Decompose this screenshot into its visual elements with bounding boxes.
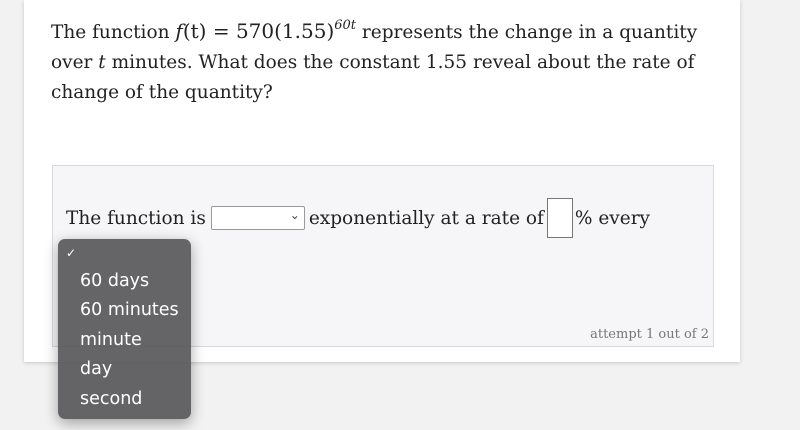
function-expression [175, 19, 356, 43]
dropdown-option-minute[interactable]: minute [80, 330, 142, 350]
question-rest: minutes. What does the constant 1.55 reveal about the rate of change of the quantity? [51, 52, 695, 103]
function-body: = 570(1.55) [206, 19, 335, 43]
answer-trail-text: % every [574, 207, 650, 229]
question-text [51, 16, 723, 108]
attempt-counter: attempt 1 out of 2 [590, 327, 709, 342]
growth-decay-select[interactable] [211, 206, 305, 230]
checkmark-icon: ✓ [66, 246, 77, 260]
answer-middle-text: exponentially at a rate of [308, 207, 544, 229]
chevron-down-icon: ⌄ [289, 208, 300, 222]
question-prefix: The function [51, 22, 176, 43]
dropdown-option-60-minutes[interactable]: 60 minutes [80, 300, 179, 320]
dropdown-option-second[interactable]: second [80, 389, 143, 409]
dropdown-option-60-days[interactable]: 60 days [80, 271, 150, 291]
answer-lead-text: The function is [66, 207, 206, 229]
question-suffix: represents the change in a quantity over [51, 22, 698, 73]
function-argument: (t) [182, 19, 207, 43]
answer-line [66, 198, 650, 238]
function-exponent: 60t [334, 18, 357, 33]
function-name: f [175, 19, 183, 43]
dropdown-option-day[interactable]: day [80, 359, 113, 379]
time-unit-dropdown-menu[interactable] [58, 239, 191, 419]
rate-input[interactable] [547, 198, 573, 238]
question-variable: t [98, 52, 106, 73]
